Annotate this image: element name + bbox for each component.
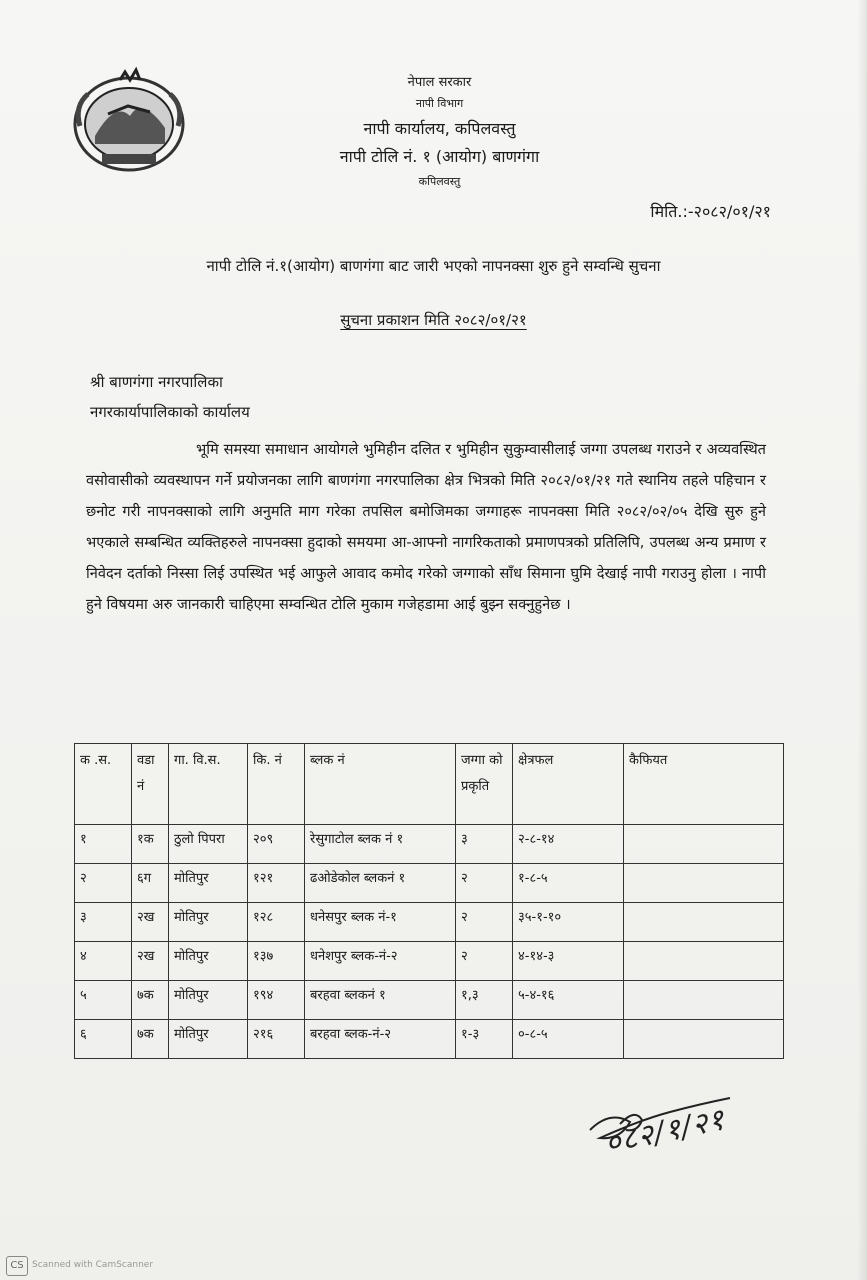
table-cell: २ख — [132, 942, 169, 981]
table-cell: १२८ — [248, 903, 305, 942]
header-district: कपिलवस्तु — [418, 175, 461, 188]
header-office: नापी कार्यालय, कपिलवस्तु — [363, 119, 516, 138]
col-block: ब्लक नं — [305, 744, 456, 825]
camscanner-logo-icon: CS — [6, 1256, 28, 1276]
header-government: नेपाल सरकार — [407, 75, 472, 90]
table-cell: मोतिपुर — [169, 864, 248, 903]
table-row — [75, 903, 784, 942]
table-row — [75, 981, 784, 1020]
header-department: नापी विभाग — [415, 97, 464, 110]
land-table — [74, 743, 784, 1059]
table-cell: ४ — [75, 942, 132, 981]
table-cell: ५-४-१६ — [513, 981, 624, 1020]
table-cell: १३७ — [248, 942, 305, 981]
table-cell: ७क — [132, 981, 169, 1020]
table-header-row — [75, 744, 784, 825]
letter-date: मिति.:-२०८२/०१/२१ — [650, 202, 771, 221]
table-cell: १ — [75, 825, 132, 864]
table-cell: रेसुगाटोल ब्लक नं १ — [305, 825, 456, 864]
col-serial: क .स. — [75, 744, 132, 825]
table-cell: २१६ — [248, 1020, 305, 1059]
table-cell: ३ — [75, 903, 132, 942]
table-cell: २ — [456, 903, 513, 942]
table-cell: २-८-१४ — [513, 825, 624, 864]
notice-body: भूमि समस्या समाधान आयोगले भुमिहीन दलित र भुमिहीन सुकुम्वासीलाई जग्गा उपलब्ध गराउने र अव्यवस्थित वसोवासीको व्यवस्थापन गर्ने प्रयोजनका लागि बाणगंगा नगरपालिका क्षेत्र भित्रको मिति २०८२/०१/२१ गते स्थानिय तहले पहिचान र छनोट गरी नापनक्साको लागि अनुमति माग गरेका तपसिल बमोजिमका जग्गाहरू नापनक्सा मिति २०८२/०२/०५ देखि सुरु हुने भएकाले सम्बन्धित व्यक्तिहरुले नापनक्सा हुदाको समयमा आ-आफ्नो नागरिकताको प्रमाणपत्रको प्रतिलिपि, उपलब्ध अन्य प्रमाण र निवेदन दर्ताको निस्सा लिई उपस्थित भई आफुले आवाद कमोद गरेको जग्गाको साँध सिमाना घुमि देखाई नापी गराउनु होला । नापी हुने विषयमा अरु जानकारी चाहिएमा सम्वन्धित टोलि मुकाम गजेहडामा आई बुझ्न सक्नुहुनेछ । — [86, 441, 766, 613]
publication-date — [0, 310, 867, 330]
recipient-line2: नगरकार्यापालिकाको कार्यालय — [90, 403, 250, 421]
table-cell: १-३ — [456, 1020, 513, 1059]
notice-subject: नापी टोलि नं.१(आयोग) बाणगंगा बाट जारी भएको नापनक्सा शुरु हुने सम्वन्धि सुचना — [206, 257, 661, 275]
table-cell: ५ — [75, 981, 132, 1020]
table-cell — [624, 1020, 784, 1059]
col-plot: कि. नं — [248, 744, 305, 825]
table-cell: २०९ — [248, 825, 305, 864]
table-cell: ६ग — [132, 864, 169, 903]
table-cell: बरहवा ब्लकनं १ — [305, 981, 456, 1020]
table-cell: मोतिपुर — [169, 1020, 248, 1059]
table-cell — [624, 825, 784, 864]
table-cell: ठुलो पिपरा — [169, 825, 248, 864]
table-cell: धनेसपुर ब्लक नं-१ — [305, 903, 456, 942]
table-cell: ०-८-५ — [513, 1020, 624, 1059]
table-cell: मोतिपुर — [169, 942, 248, 981]
table-cell — [624, 981, 784, 1020]
table-cell: ४-१४-३ — [513, 942, 624, 981]
table-row — [75, 825, 784, 864]
col-area: क्षेत्रफल — [513, 744, 624, 825]
col-ward: वडा नं — [132, 744, 169, 825]
publication-date-text: सुचना प्रकाशन मिति २०८२/०१/२१ — [340, 311, 527, 329]
table-row — [75, 1020, 784, 1059]
table-cell: १९४ — [248, 981, 305, 1020]
table-cell — [624, 903, 784, 942]
table-cell: २ — [75, 864, 132, 903]
table-cell: १,३ — [456, 981, 513, 1020]
table-cell: बरहवा ब्लक-नं-२ — [305, 1020, 456, 1059]
recipient-line1: श्री बाणगंगा नगरपालिका — [90, 373, 223, 391]
scanner-watermark: Scanned with CamScanner — [32, 1260, 154, 1270]
signature-date: ०८२/१/२१ — [601, 1102, 729, 1162]
page-edge-shadow — [857, 0, 867, 1280]
table-cell: १२१ — [248, 864, 305, 903]
table-cell: ३५-१-१० — [513, 903, 624, 942]
table-cell: मोतिपुर — [169, 903, 248, 942]
table-cell: ३ — [456, 825, 513, 864]
table-cell: २ख — [132, 903, 169, 942]
table-cell: १क — [132, 825, 169, 864]
table-cell: ७क — [132, 1020, 169, 1059]
table-cell: ढओडेकोल ब्लकनं १ — [305, 864, 456, 903]
table-cell: २ — [456, 942, 513, 981]
header-team: नापी टोलि नं. १ (आयोग) बाणगंगा — [339, 147, 540, 166]
table-cell: १-८-५ — [513, 864, 624, 903]
table-cell: धनेशपुर ब्लक-नं-२ — [305, 942, 456, 981]
table-cell: मोतिपुर — [169, 981, 248, 1020]
col-land-type: जग्गा को प्रकृति — [456, 744, 513, 825]
table-cell — [624, 942, 784, 981]
table-cell: ६ — [75, 1020, 132, 1059]
col-vdc: गा. वि.स. — [169, 744, 248, 825]
table-cell — [624, 864, 784, 903]
table-row — [75, 864, 784, 903]
col-remarks: कैफियत — [624, 744, 784, 825]
table-row — [75, 942, 784, 981]
table-cell: २ — [456, 864, 513, 903]
